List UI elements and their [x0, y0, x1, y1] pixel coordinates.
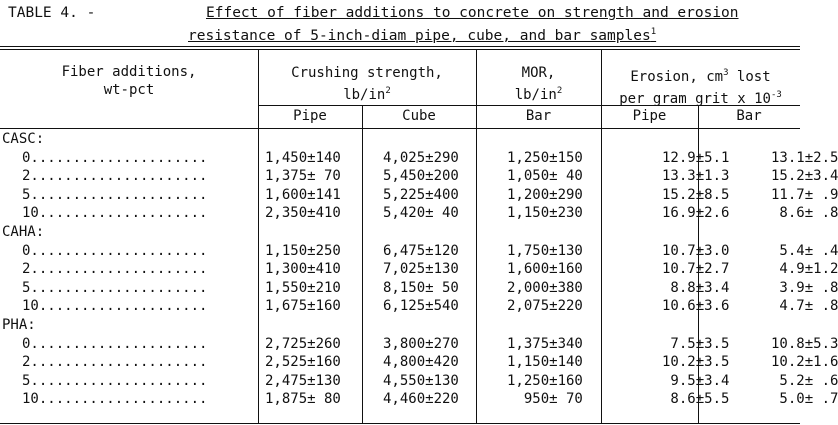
group-label: CAHA:	[2, 223, 45, 240]
cell-crushing-cube: 4,550±130	[383, 372, 459, 389]
cell-erosion-pipe: 12.9±5.1	[662, 149, 730, 166]
cell-crushing-pipe: 2,725±260	[265, 335, 341, 352]
cell-erosion-bar: 5.2± .6	[771, 372, 838, 389]
header-erosion-grit: per gram grit x 10	[619, 91, 771, 107]
cell-fiber: 2.....................	[22, 354, 208, 371]
cell-erosion-bar: 5.0± .7	[771, 391, 838, 408]
cell-mor-bar: 1,050± 40	[507, 168, 583, 185]
subheader-cube: Cube	[402, 108, 436, 124]
table-row	[0, 297, 800, 316]
cell-mor-bar: 2,000±380	[507, 279, 583, 296]
subheader-pipe-erosion: Pipe	[632, 108, 667, 124]
table-row	[0, 279, 800, 298]
header-erosion-text: Erosion, cm	[630, 69, 724, 85]
cell-crushing-cube: 4,025±290	[383, 149, 459, 166]
cell-erosion-pipe: 16.9±2.6	[662, 205, 730, 222]
cell-mor-bar: 1,600±160	[507, 261, 583, 278]
cell-erosion-pipe: 10.6±3.6	[662, 298, 730, 315]
top-double-rule-1	[0, 46, 800, 47]
header-mor	[476, 64, 601, 104]
group-label: CASC:	[2, 131, 45, 147]
cell-mor-bar: 1,150±230	[507, 205, 583, 222]
cell-erosion-pipe: 10.7±3.0	[662, 242, 730, 259]
top-double-rule-2	[0, 49, 800, 50]
table-row	[0, 167, 800, 186]
subheader-pipe-crushing: Pipe	[293, 108, 327, 124]
cell-mor-bar: 2,075±220	[507, 298, 583, 315]
cell-crushing-pipe: 1,300±410	[265, 261, 341, 278]
cell-erosion-bar: 13.1±2.5	[771, 149, 838, 166]
cell-crushing-cube: 6,125±540	[383, 298, 459, 315]
table-row	[0, 390, 800, 409]
cell-erosion-pipe: 7.5±3.5	[662, 335, 730, 352]
header-erosion-power: -3	[770, 90, 782, 100]
table-row	[0, 335, 800, 354]
cell-crushing-cube: 4,800±420	[383, 354, 459, 371]
header-erosion-line-2	[601, 86, 800, 108]
cell-mor-bar: 1,375±340	[507, 335, 583, 352]
table-row	[0, 242, 800, 261]
table-row	[0, 149, 800, 168]
header-mor-line-2	[476, 82, 601, 104]
header-crushing-line-1: Crushing strength,	[291, 65, 443, 81]
header-mor-unit: lb/in	[514, 87, 557, 103]
cell-crushing-pipe: 1,150±250	[265, 242, 341, 259]
cell-erosion-bar: 10.8±5.3	[771, 335, 838, 352]
cell-erosion-bar: 3.9± .8	[771, 279, 838, 296]
cell-erosion-bar: 4.7± .8	[771, 298, 838, 315]
cell-fiber: 0.....................	[22, 335, 208, 352]
table-row	[0, 186, 800, 205]
cell-crushing-pipe: 2,350±410	[265, 205, 341, 222]
table-number: TABLE 4. -	[8, 5, 96, 21]
cell-erosion-pipe: 13.3±1.3	[662, 168, 730, 185]
cell-crushing-cube: 8,150± 50	[383, 279, 459, 296]
cell-crushing-cube: 5,420± 40	[383, 205, 459, 222]
cell-fiber: 10....................	[22, 205, 208, 222]
cell-mor-bar: 1,750±130	[507, 242, 583, 259]
header-fiber-line-2: wt-pct	[103, 82, 155, 98]
cell-crushing-cube: 4,460±220	[383, 391, 459, 408]
cell-fiber: 5.....................	[22, 186, 208, 203]
subheader-bar-erosion: Bar	[736, 108, 762, 124]
cell-mor-bar: 1,200±290	[507, 186, 583, 203]
cell-erosion-bar: 11.7± .9	[771, 186, 838, 203]
cell-crushing-pipe: 1,675±160	[265, 298, 341, 315]
cell-crushing-pipe: 1,600±141	[265, 186, 341, 203]
cell-mor-bar: 1,250±150	[507, 149, 583, 166]
header-crushing-unit: lb/in	[343, 87, 386, 103]
cell-crushing-pipe: 1,875± 80	[265, 391, 341, 408]
cell-erosion-pipe: 8.6±5.5	[662, 391, 730, 408]
cell-fiber: 0.....................	[22, 242, 208, 259]
cell-fiber: 5.....................	[22, 279, 208, 296]
cell-fiber: 0.....................	[22, 149, 208, 166]
cell-crushing-cube: 7,025±130	[383, 261, 459, 278]
cell-crushing-pipe: 1,375± 70	[265, 168, 341, 185]
cell-crushing-pipe: 2,475±130	[265, 372, 341, 389]
header-erosion-exponent: 3	[723, 68, 729, 78]
cell-erosion-bar: 8.6± .8	[771, 205, 838, 222]
cell-erosion-bar: 4.9±1.2	[771, 261, 838, 278]
header-fiber-additions	[0, 63, 258, 99]
group-row-pha	[0, 316, 800, 335]
table-row	[0, 260, 800, 279]
cell-erosion-bar: 10.2±1.6	[771, 354, 838, 371]
cell-fiber: 2.....................	[22, 261, 208, 278]
header-bottom-rule	[0, 128, 800, 129]
header-erosion-line-1	[601, 64, 800, 86]
footnote-mark: 1	[650, 27, 657, 37]
cell-erosion-bar: 5.4± .4	[771, 242, 838, 259]
cell-erosion-pipe: 15.2±8.5	[662, 186, 730, 203]
cell-fiber: 10....................	[22, 391, 208, 408]
cell-fiber: 10....................	[22, 298, 208, 315]
cell-erosion-pipe: 8.8±3.4	[662, 279, 730, 296]
cell-crushing-cube: 5,450±200	[383, 168, 459, 185]
table-row	[0, 372, 800, 391]
cell-crushing-cube: 5,225±400	[383, 186, 459, 203]
cell-erosion-pipe: 10.7±2.7	[662, 261, 730, 278]
group-label: PHA:	[2, 316, 36, 333]
header-erosion	[601, 64, 800, 108]
data-table	[0, 130, 838, 409]
group-row-caha	[0, 223, 800, 242]
table-title-line-2-text: resistance of 5-inch-diam pipe, cube, and bar samples	[188, 28, 651, 44]
header-crushing-strength	[258, 64, 476, 104]
cell-erosion-pipe: 10.2±3.5	[662, 354, 730, 371]
cell-crushing-cube: 6,475±120	[383, 242, 459, 259]
header-crushing-line-2	[258, 82, 476, 104]
cell-erosion-pipe: 9.5±3.4	[662, 372, 730, 389]
table-row	[0, 204, 800, 223]
cell-mor-bar: 1,150±140	[507, 354, 583, 371]
bottom-rule	[0, 423, 800, 424]
table-title-line-1: Effect of fiber additions to concrete on strength and erosion	[206, 5, 739, 21]
cell-crushing-pipe: 1,450±140	[265, 149, 341, 166]
cell-crushing-pipe: 1,550±210	[265, 279, 341, 296]
group-row-casc	[0, 130, 800, 149]
header-crushing-exponent: 2	[385, 86, 391, 96]
cell-fiber: 2.....................	[22, 168, 208, 185]
cell-crushing-cube: 3,800±270	[383, 335, 459, 352]
cell-fiber: 5.....................	[22, 372, 208, 389]
cell-erosion-bar: 15.2±3.4	[771, 168, 838, 185]
header-mor-exponent: 2	[556, 86, 563, 96]
table-title-line-2	[188, 23, 656, 46]
header-erosion-lost: lost	[728, 69, 771, 85]
header-fiber-line-1: Fiber additions,	[61, 64, 197, 80]
header-mor-line-1: MOR,	[521, 65, 556, 81]
cell-crushing-pipe: 2,525±160	[265, 354, 341, 371]
table-row	[0, 353, 800, 372]
cell-mor-bar: 950± 70	[507, 391, 583, 408]
cell-mor-bar: 1,250±160	[507, 372, 583, 389]
subheader-bar-mor: Bar	[525, 108, 552, 124]
